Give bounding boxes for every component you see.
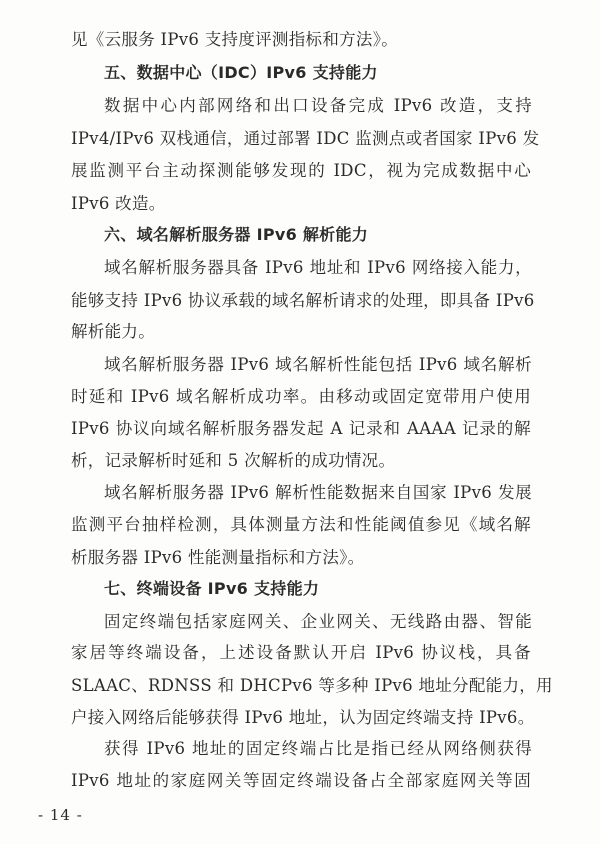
section-heading-idc: 五、数据中心（IDC）IPv6 支持能力	[104, 63, 378, 82]
page-number: - 14 -	[38, 806, 83, 824]
section-heading-dns: 六、域名解析服务器 IPv6 解析能力	[104, 225, 369, 244]
paragraph-line: 家居等终端设备，上述设备默认开启 IPv6 协议栈，具备	[71, 643, 531, 662]
paragraph-line: 见《云服务 IPv6 支持度评测指标和方法》。	[71, 30, 399, 49]
paragraph-line: 监测平台抽样检测，具体测量方法和性能阈值参见《域名解	[71, 515, 531, 534]
paragraph-line: 析，记录解析时延和 5 次解析的成功情况。	[71, 451, 396, 470]
paragraph-line: IPv6 地址的家庭网关等固定终端设备占全部家庭网关等固	[71, 771, 531, 790]
paragraph-line: 获得 IPv6 地址的固定终端占比是指已经从网络侧获得	[104, 739, 532, 758]
paragraph-line: IPv6 协议向域名解析服务器发起 A 记录和 AAAA 记录的解	[71, 419, 531, 438]
paragraph-line: 户接入网络后能够获得 IPv6 地址，认为固定终端支持 IPv6。	[71, 708, 535, 727]
paragraph-line: 域名解析服务器具备 IPv6 地址和 IPv6 网络接入能力，	[104, 258, 532, 277]
paragraph-line: IPv6 改造。	[71, 194, 166, 213]
paragraph-line: 析服务器 IPv6 性能测量指标和方法》。	[71, 548, 365, 567]
paragraph-line: 数据中心内部网络和出口设备完成 IPv6 改造，支持	[104, 96, 532, 115]
paragraph-line: 能够支持 IPv6 协议承载的域名解析请求的处理，即具备 IPv6	[71, 291, 535, 310]
paragraph-line: 固定终端包括家庭网关、企业网关、无线路由器、智能	[104, 612, 532, 631]
paragraph-line: 展监测平台主动探测能够发现的 IDC，视为完成数据中心	[71, 161, 531, 180]
paragraph-line: 解析能力。	[71, 322, 155, 341]
paragraph-line: 时延和 IPv6 域名解析成功率。由移动或固定宽带用户使用	[71, 387, 531, 406]
section-heading-terminal: 七、终端设备 IPv6 支持能力	[104, 579, 320, 598]
paragraph-line: 域名解析服务器 IPv6 域名解析性能包括 IPv6 域名解析	[104, 355, 532, 374]
paragraph-line: SLAAC、RDNSS 和 DHCPv6 等多种 IPv6 地址分配能力，用	[71, 676, 553, 695]
paragraph-line: IPv4/IPv6 双栈通信，通过部署 IDC 监测点或者国家 IPv6 发	[71, 129, 540, 148]
paragraph-line: 域名解析服务器 IPv6 解析性能数据来自国家 IPv6 发展	[104, 483, 532, 502]
